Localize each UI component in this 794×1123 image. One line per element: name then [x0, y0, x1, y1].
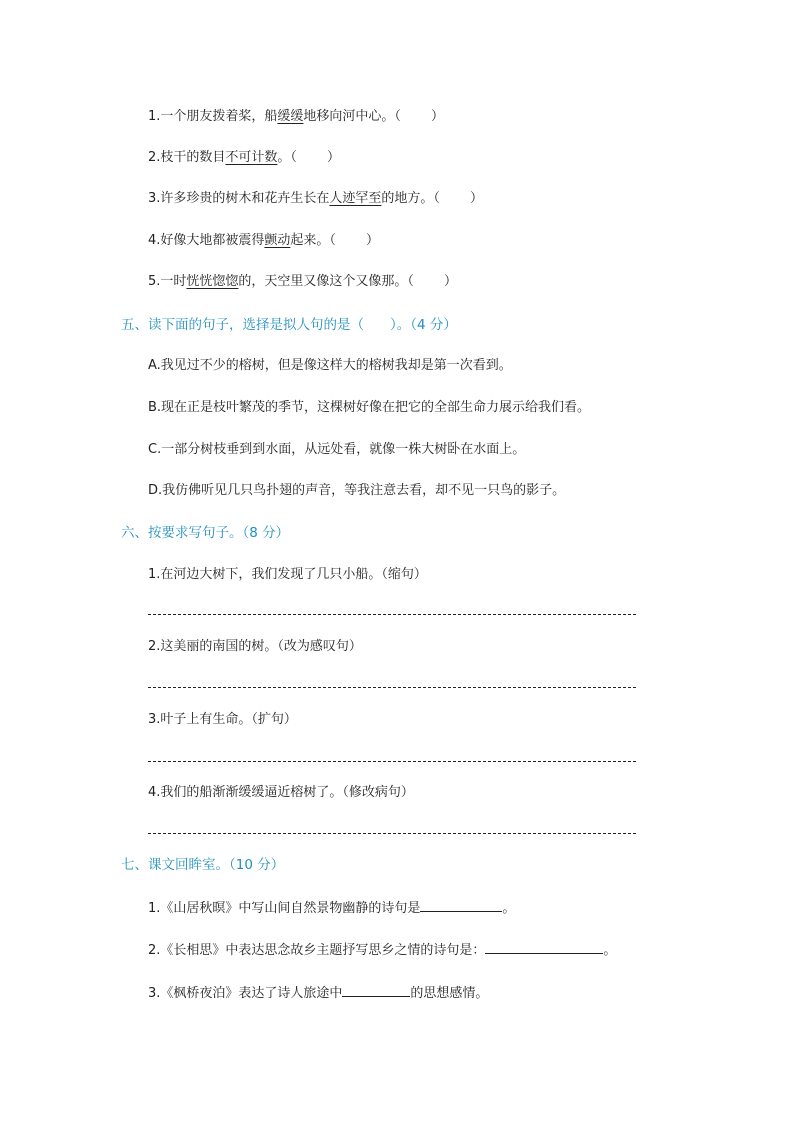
answer-line[interactable]	[148, 687, 636, 688]
answer-line[interactable]	[148, 761, 636, 762]
underlined-word: 颤动	[264, 233, 291, 248]
fill-blank[interactable]	[485, 939, 603, 954]
section-5-heading: 五、读下面的句子，选择是拟人句的是（ ）。（4 分）	[121, 317, 457, 333]
option-b: B.现在正是枝叶繁茂的季节，这棵树好像在把它的全部生命力展示给我们看。	[148, 400, 591, 415]
section-7-heading: 七、课文回眸室。（10 分）	[121, 857, 285, 873]
option-c: C.一部分树枝垂到到水面，从远处看，就像一株大树卧在水面上。	[148, 442, 526, 457]
answer-line[interactable]	[148, 614, 636, 615]
fill-blank[interactable]	[342, 982, 410, 997]
question-6-4: 4.我们的船渐渐缓缓逼近榕树了。（修改病句）	[148, 785, 414, 800]
question-6-1: 1.在河边大树下，我们发现了几只小船。（缩句）	[148, 567, 427, 582]
question-4-4: 4.好像大地都被震得颤动起来。（ ）	[148, 233, 379, 248]
fill-blank[interactable]	[420, 897, 502, 912]
question-4-2: 2.枝干的数目不可计数。（ ）	[148, 150, 340, 165]
question-6-2: 2.这美丽的南国的树。（改为感叹句）	[148, 639, 362, 654]
question-7-3: 3.《枫桥夜泊》表达了诗人旅途中 的思想感情。	[148, 982, 488, 1004]
underlined-word: 恍恍惚惚	[186, 274, 239, 289]
question-6-3: 3.叶子上有生命。（扩句）	[148, 712, 297, 727]
question-7-1: 1.《山居秋暝》中写山间自然景物幽静的诗句是 。	[148, 897, 515, 919]
option-d: D.我仿佛听见几只鸟扑翅的声音，等我注意去看，却不见一只鸟的影子。	[148, 483, 566, 498]
underlined-word: 人迹罕至	[329, 191, 382, 206]
option-a: A.我见过不少的榕树，但是像这样大的榕树我却是第一次看到。	[148, 358, 512, 373]
section-6-heading: 六、按要求写句子。（8 分）	[121, 525, 290, 541]
answer-line[interactable]	[148, 833, 636, 834]
question-7-2: 2.《长相思》中表达思念故乡主题抒写思乡之情的诗句是： 。	[148, 939, 616, 961]
underlined-word: 不可计数	[225, 150, 278, 165]
question-4-3: 3.许多珍贵的树木和花卉生长在人迹罕至的地方。（ ）	[148, 191, 483, 206]
question-4-1: 1.一个朋友拨着桨，船缓缓地移向河中心。（ ）	[148, 109, 444, 124]
question-4-5: 5.一时恍恍惚惚的，天空里又像这个又像那。（ ）	[148, 274, 457, 289]
underlined-word: 缓缓	[277, 109, 304, 124]
